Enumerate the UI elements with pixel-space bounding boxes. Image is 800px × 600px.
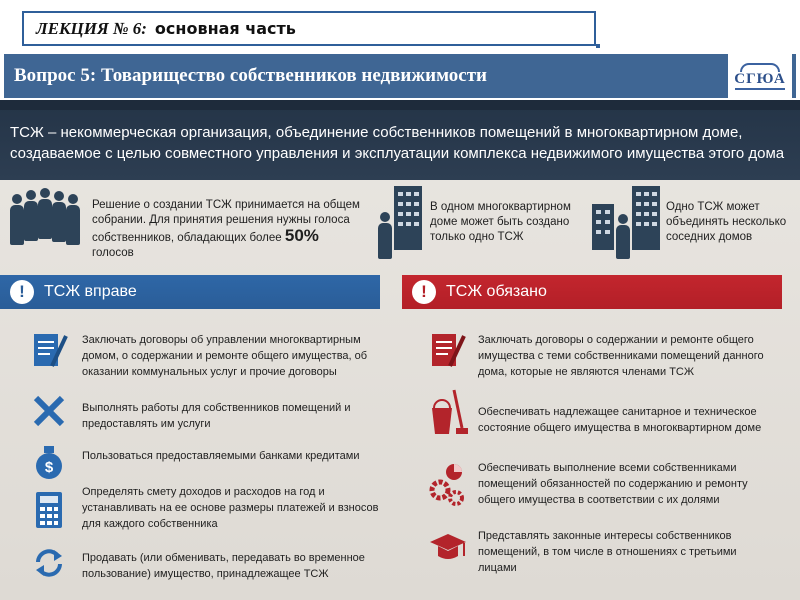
graduation-cap-icon: [428, 530, 468, 564]
lecture-part: основная часть: [154, 19, 296, 38]
person-icon: [10, 194, 24, 246]
rights-item: Пользоваться предоставляемыми банками кредитами: [82, 450, 360, 462]
logo-underline: [735, 88, 785, 90]
fact-majority: [92, 198, 362, 261]
tools-icon: [32, 394, 66, 428]
rights-item: Заключать договоры об управлении многоквартирным домом, о содержании и ремонте общего имущества, об оказании коммунальных услуг и прочие договоры: [82, 334, 368, 378]
person-icon: [38, 188, 52, 240]
band-top-strip: [0, 100, 800, 110]
lecture-label-box: [22, 11, 596, 46]
money-bag-icon: [34, 444, 64, 480]
calculator-icon: [34, 490, 64, 530]
fact-several-houses: Одно ТСЖ может объединять несколько соседних домов: [666, 201, 787, 243]
building-icon: [394, 186, 422, 250]
question-title: Вопрос 5: Товарищество собственников недвижимости: [14, 65, 487, 86]
duties-item: Обеспечивать надлежащее санитарное и техническое состояние общего имущества в многоквартирном доме: [478, 406, 762, 434]
rights-bar: [0, 275, 380, 309]
duties-item: Обеспечивать выполнение всеми собственниками помещений обязанностей по содержанию и ремонту общего имущества в соответствии с их долями: [478, 462, 748, 506]
exchange-arrows-icon: [32, 546, 66, 580]
gears-chart-icon: [428, 462, 468, 508]
duties-item: Заключать договоры о содержании и ремонте общего имущества с теми собственниками помещений данного дома, которые не являются членами ТСЖ: [478, 334, 764, 378]
exclamation-icon: !: [10, 280, 34, 304]
rights-item: Продавать (или обменивать, передавать во временное пользование) имущество, принадлежащее ТСЖ: [82, 552, 365, 580]
duties-item: Представлять законные интересы собственников помещений, в том числе в отношениях с третьими лицами: [478, 530, 737, 574]
svg-text:$: $: [44, 459, 54, 476]
duties-title: ТСЖ обязано: [446, 283, 547, 300]
person-icon: [616, 214, 630, 266]
contract-icon: [30, 330, 68, 370]
rights-item: Определять смету доходов и расходов на год и устанавливать на ее основе размеры платежей и взносов для каждого собственника: [82, 486, 379, 530]
fact-majority-suffix: голосов: [92, 247, 134, 259]
university-logo: [726, 54, 792, 98]
building-icon: [592, 204, 614, 250]
lecture-number: ЛЕКЦИЯ № 6:: [36, 18, 147, 38]
person-icon: [52, 191, 66, 243]
bucket-mop-icon: [428, 388, 468, 438]
exclamation-icon: !: [412, 280, 436, 304]
building-icon: [632, 186, 660, 250]
person-icon: [24, 190, 38, 242]
fact-one-hoa: В одном многоквартирном доме может быть создано только одно ТСЖ: [430, 201, 571, 243]
definition-text: ТСЖ – некоммерческая организация, объединение собственников помещений в многоквартирном доме, создаваемое с целью совместного управления и эксплуатации комплекса недвижимого имущества этого дома: [10, 124, 785, 162]
rights-title: ТСЖ вправе: [44, 283, 137, 300]
fact-majority-percent: 50%: [284, 226, 319, 245]
fact-majority-text: Решение о создании ТСЖ принимается на общем собрании. Для принятия решения нужны голоса собственников, обладающих более: [92, 199, 360, 244]
logo-text: СГЮА: [734, 70, 786, 87]
infographic: [0, 100, 800, 600]
contract-icon: [428, 330, 466, 370]
duties-bar: [402, 275, 782, 309]
definition-band: [0, 100, 800, 180]
decorative-tick: [596, 44, 600, 48]
slide-header: [4, 54, 796, 98]
rights-item: Выполнять работы для собственников помещений и предоставлять им услуги: [82, 402, 351, 430]
person-icon: [66, 194, 80, 246]
person-icon: [378, 212, 392, 264]
